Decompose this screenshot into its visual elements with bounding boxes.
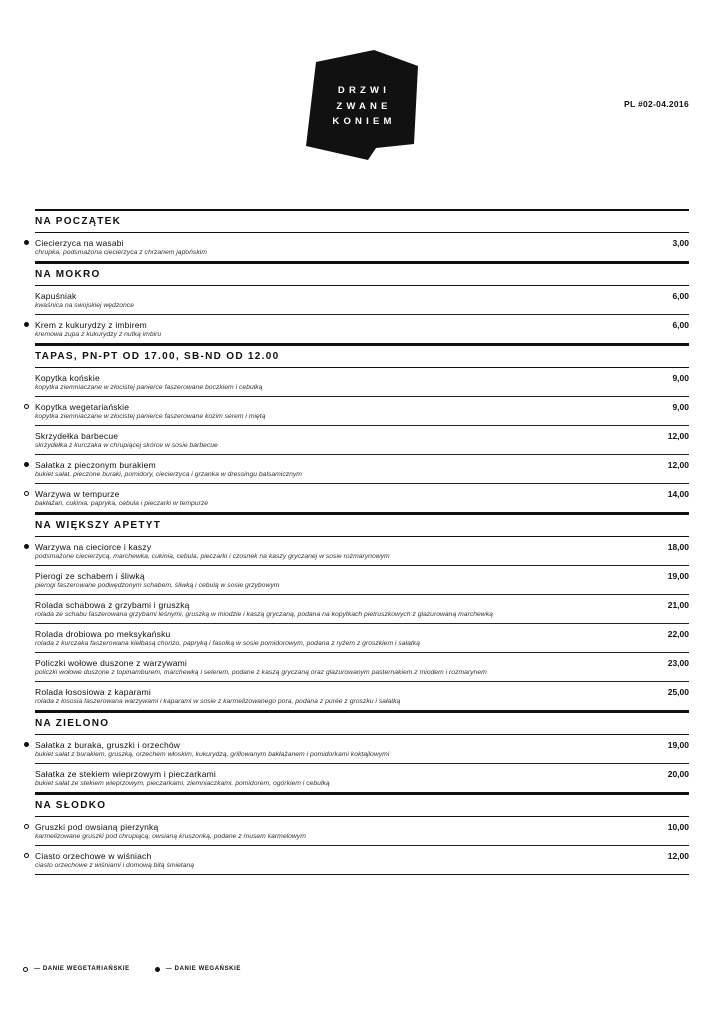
dish-price: 12,00 (667, 460, 689, 470)
dish-description: rolada ze schabu faszerowana grzybami leśnymi, gruszką w miodzie i kaszą gryczaną, podana na kopytkach pietruszkowych z glazurowaną marchewką (35, 611, 493, 618)
dish-name: Policzki wołowe duszone z warzywami (35, 658, 188, 668)
menu-item (35, 315, 689, 344)
dish-description: bakłażan, cukinia, papryka, cebula i pieczarki w tempurze (35, 500, 209, 507)
dish-description: bukiet sałat ze stekiem wieprzowym, pieczarkami, ziemniaczkami, pomidorem, ogórkiem i cebulką (35, 780, 330, 787)
legend (23, 966, 241, 973)
dish-description: chrupka, podsmażona ciecierzyca z chrzanem japońskim (35, 249, 207, 256)
vegan-marker-icon (24, 462, 29, 467)
dish-name: Sałatka z pieczonym burakiem (35, 460, 156, 470)
menu-item (35, 817, 689, 846)
menu-item (35, 735, 689, 764)
dish-name: Pierogi ze schabem i śliwką (35, 571, 145, 581)
menu-item (35, 595, 689, 624)
restaurant-logo (306, 50, 418, 160)
menu-item (35, 368, 689, 397)
section-title: NA WIĘKSZY APETYT (35, 515, 689, 537)
legend-vegan: — DANIE WEGAŃSKIE (165, 966, 241, 972)
section-title: NA ZIELONO (35, 713, 689, 735)
issue-number: PL #02-04.2016 (623, 99, 689, 109)
dish-description: pierogi faszerowane podwędzonym schabem, śliwką i cebulą w sosie grzybowym (35, 582, 280, 589)
dish-name: Sałatka ze stekiem wieprzowym i pieczarkami (35, 769, 217, 779)
vegan-marker-icon (24, 544, 29, 549)
dish-description: bukiet sałat, pieczone buraki, pomidory, ciecierzyca i grzanka w dressingu balsamicznym (35, 471, 302, 478)
dish-description: kopytka ziemniaczane w złocistej panierce faszerowane kozim serem i miętą (35, 413, 266, 420)
vegan-marker-icon (24, 240, 29, 245)
menu-item (35, 397, 689, 426)
dish-description: ciasto orzechowe z wiśniami i domową bitą śmietaną (35, 862, 195, 869)
menu-item (35, 426, 689, 455)
dish-description: rolada z łososia faszerowana warzywami i kaparami w sosie z karmelizowanego pora, podana z purée z groszku i sałatką (35, 698, 401, 705)
menu-list (35, 209, 689, 875)
dish-name: Krem z kukurydzy z imbirem (35, 320, 147, 330)
menu-item (35, 566, 689, 595)
dish-price: 18,00 (667, 542, 689, 552)
vegetarian-marker-icon (24, 404, 29, 409)
dish-name: Gruszki pod owsianą pierzynką (35, 822, 159, 832)
vegetarian-marker-icon (24, 491, 29, 496)
dish-description: policzki wołowe duszone z topinamburem, marchewką i selerem, podane z kaszą gryczaną oraz glazurowanym pasternakiem z miodem i rozmarynem (35, 669, 487, 676)
dish-price: 19,00 (667, 740, 689, 750)
menu-section (35, 344, 689, 513)
dish-price: 12,00 (667, 851, 689, 861)
dish-price: 20,00 (667, 769, 689, 779)
dish-description: podsmażone ciecierzycą, marchewka, cukinia, cebula, pieczarki i czosnek na kaszy gryczanej w sosie rozmarynowym (35, 553, 390, 560)
dish-name: Kopytka wegetariańskie (35, 402, 130, 412)
dish-price: 23,00 (667, 658, 689, 668)
dish-description: kremowa zupa z kukurydzy z nutką imbiru (35, 331, 162, 338)
dish-name: Kopytka końskie (35, 373, 100, 383)
menu-section (35, 711, 689, 793)
dish-name: Ciecierzyca na wasabi (35, 238, 124, 248)
dish-price: 22,00 (667, 629, 689, 639)
dish-price: 12,00 (667, 431, 689, 441)
dish-name: Rolada schabowa z grzybami i gruszką (35, 600, 190, 610)
dish-description: kopytka ziemniaczane w złocistej panierce faszerowane boczkiem i cebulką (35, 384, 263, 391)
menu-item (35, 653, 689, 682)
vegan-marker-icon (24, 742, 29, 747)
dish-price: 6,00 (672, 291, 689, 301)
dish-description: skrzydełka z kurczaka w chrupiącej skórce w sosie barbecue (35, 442, 218, 449)
dish-price: 25,00 (667, 687, 689, 697)
dish-name: Warzywa na cieciorce i kaszy (35, 542, 152, 552)
menu-item (35, 455, 689, 484)
dish-price: 9,00 (672, 373, 689, 383)
dish-price: 6,00 (672, 320, 689, 330)
logo-line-2: ZWANE (336, 100, 392, 112)
menu-item (35, 233, 689, 262)
menu-item (35, 682, 689, 711)
dish-description: bukiet sałat z burakiem, gruszką, orzechem włoskim, kukurydzą, grillowanym bakłażanem i pomidorkami koktajlowymi (35, 751, 390, 758)
dish-price: 21,00 (667, 600, 689, 610)
menu-item (35, 484, 689, 513)
vegetarian-marker-icon (24, 853, 29, 858)
dish-name: Ciasto orzechowe w wiśniach (35, 851, 152, 861)
menu-item (35, 624, 689, 653)
menu-section (35, 262, 689, 344)
dish-name: Skrzydełka barbecue (35, 431, 119, 441)
section-title: NA POCZĄTEK (35, 211, 689, 233)
vegetarian-marker-icon (24, 824, 29, 829)
dish-name: Kapuśniak (35, 291, 77, 301)
dish-name: Rolada łososiowa z kaparami (35, 687, 151, 697)
menu-section (35, 513, 689, 711)
dish-description: karmelizowane gruszki pod chrupiącą, owsianą kruszonką, podane z musem karmelowym (35, 833, 306, 840)
dish-description: kwaśnica na swojskiej wędzonce (35, 302, 134, 309)
vegan-marker-icon (155, 967, 160, 972)
dish-price: 3,00 (672, 238, 689, 248)
dish-price: 9,00 (672, 402, 689, 412)
menu-item (35, 764, 689, 793)
logo-line-1: DRZWI (337, 85, 391, 96)
logo-line-3: KONIEM (332, 116, 396, 127)
dish-price: 10,00 (667, 822, 689, 832)
vegan-marker-icon (24, 322, 29, 327)
dish-description: rolada z kurczaka faszerowana kiełbasą chorizo, papryką i fasolką w sosie pomidorowym, podana z ryżem z groszkiem i sałatką (35, 640, 420, 647)
section-title: NA SŁODKO (35, 795, 689, 817)
dish-name: Sałatka z buraka, gruszki i orzechów (35, 740, 181, 750)
legend-vegetarian: — DANIE WEGETARIAŃSKIE (34, 966, 130, 972)
menu-item (35, 537, 689, 566)
menu-item (35, 846, 689, 875)
dish-price: 19,00 (667, 571, 689, 581)
logo-text (306, 83, 418, 130)
section-title: NA MOKRO (35, 264, 689, 286)
dish-price: 14,00 (667, 489, 689, 499)
menu-section (35, 793, 689, 875)
menu-section (35, 209, 689, 262)
menu-item (35, 286, 689, 315)
dish-name: Rolada drobiowa po meksykańsku (35, 629, 171, 639)
dish-name: Warzywa w tempurze (35, 489, 120, 499)
vegetarian-marker-icon (23, 967, 28, 972)
section-title: TAPAS, PN-PT OD 17.00, SB-ND OD 12.00 (35, 346, 689, 368)
